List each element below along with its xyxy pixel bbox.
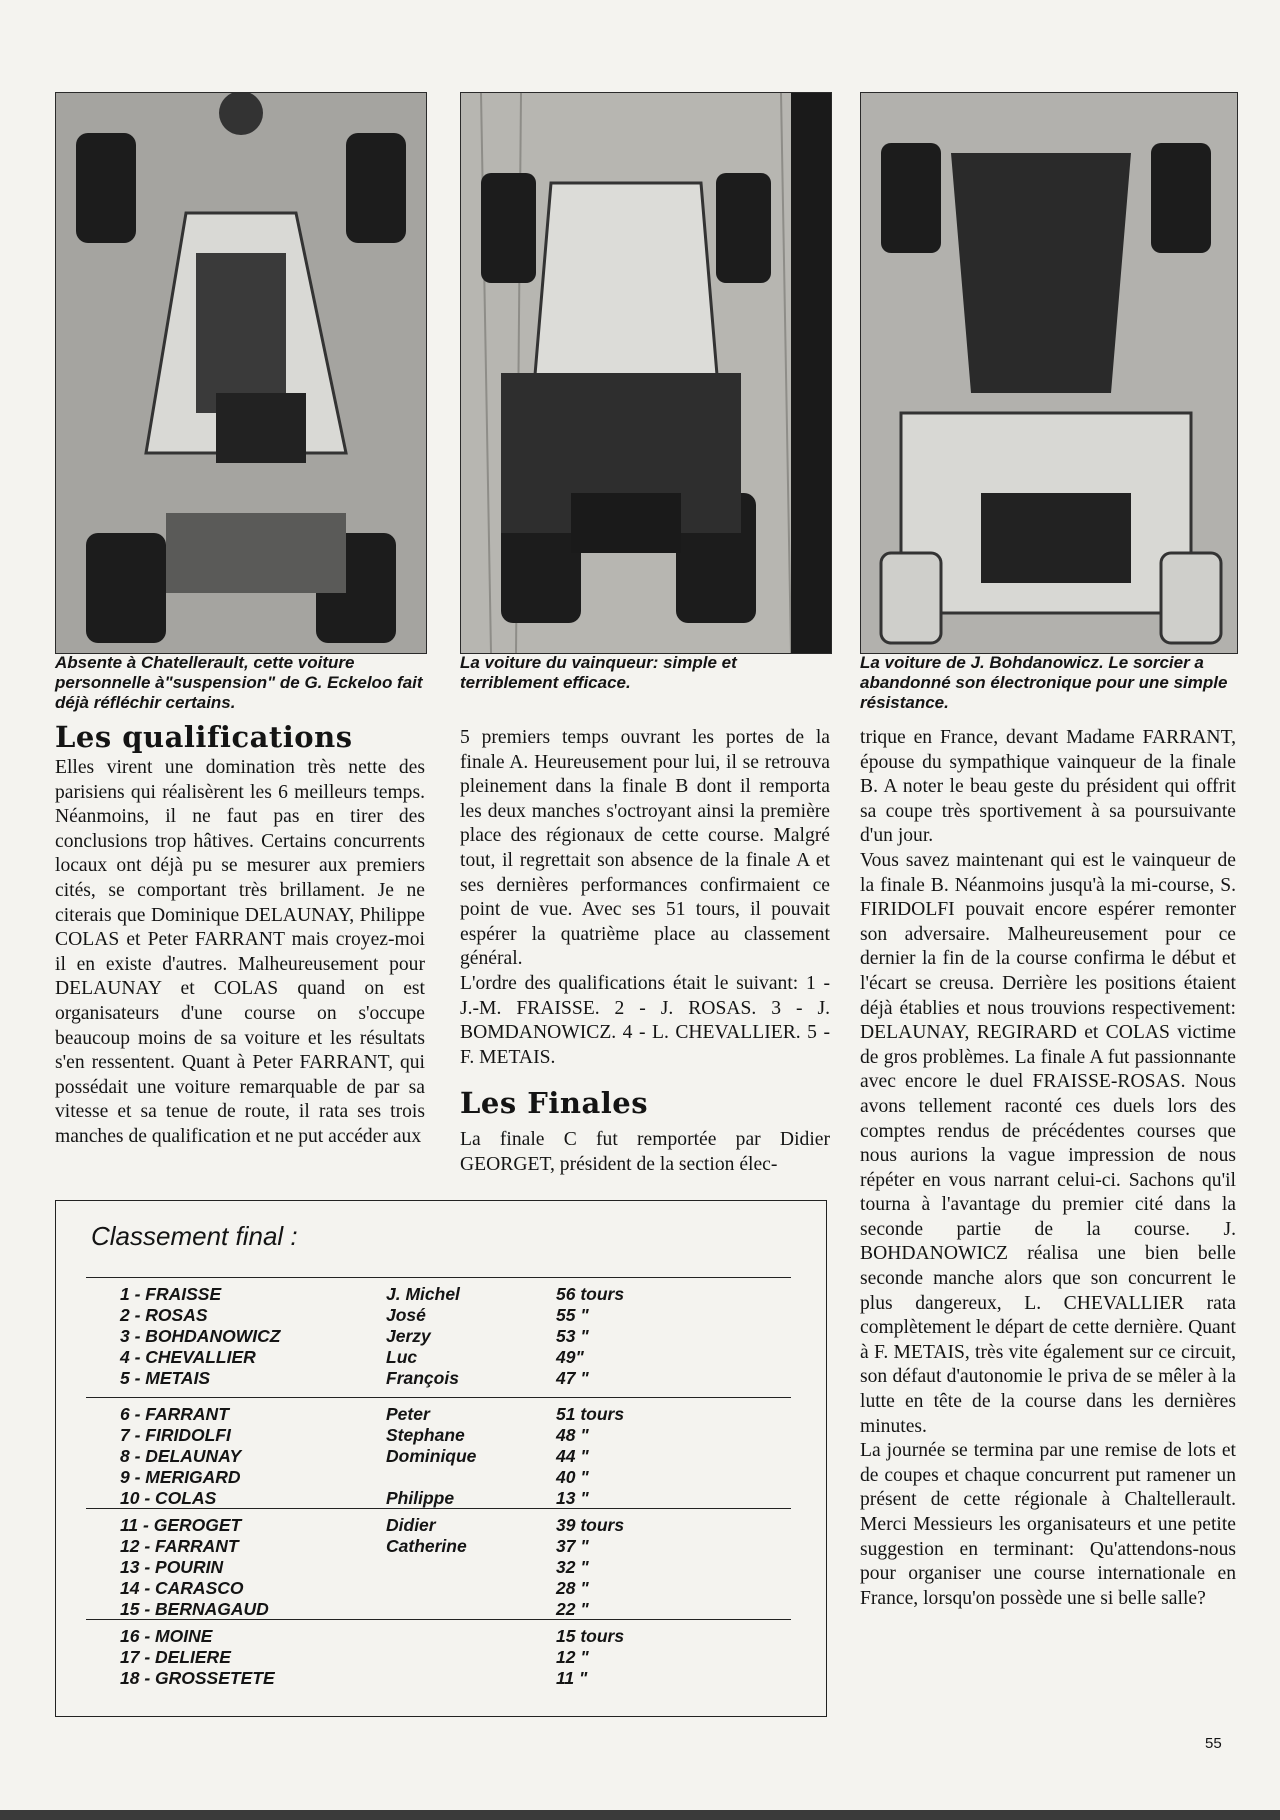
ranking-laps: 51 tours [556,1404,625,1424]
ranking-name: 10 - COLAS [120,1488,217,1508]
ranking-first-name: Philippe [386,1488,455,1508]
ranking-laps: 22 " [556,1599,589,1619]
ranking-row [86,1488,791,1509]
ranking-row [86,1599,791,1620]
ranking-first-name [386,1626,556,1647]
ranking-row [86,1347,791,1368]
column-1-text [55,756,425,1150]
paragraph: L'ordre des qualifications était le suivant: 1 - J.-M. FRAISSE. 2 - J. ROSAS. 3 - J. BOMDANOWICZ. 4 - L. CHEVALLIER. 5 - F. METAIS. [460,972,830,1068]
ranking-name: 2 - ROSAS [120,1305,208,1325]
ranking-row [86,1305,791,1326]
column-2-text [460,726,830,1070]
heading-finales: Les Finales [460,1086,649,1120]
column-2-finales-text [460,1128,830,1177]
ranking-group-3 [86,1508,791,1620]
classement-title: Classement final : [91,1221,298,1251]
ranking-laps: 13 " [556,1488,589,1508]
ranking-first-name [386,1578,556,1599]
paragraph: La finale C fut remportée par Didier GEORGET, président de la section élec- [460,1129,830,1175]
ranking-row [86,1557,791,1578]
ranking-first-name: José [386,1305,426,1325]
photo-caption-1: Absente à Chatellerault, cette voiture personnelle à"suspension" de G. Eckeloo fait déjà réfléchir certains. [55,653,423,712]
ranking-name: 3 - BOHDANOWICZ [120,1326,281,1346]
ranking-name: 9 - MERIGARD [120,1467,241,1487]
photo-winner-car [460,92,832,654]
ranking-laps: 12 " [556,1647,589,1667]
ranking-name: 8 - DELAUNAY [120,1446,242,1466]
ranking-laps: 40 " [556,1467,589,1487]
ranking-first-name [386,1557,556,1578]
ranking-first-name: Jerzy [386,1326,431,1346]
paragraph: La journée se termina par une remise de lots et de coupes et chaque concurrent put ramener un présent de cette régionale à Chaltellerault. Merci Messieurs les organisateurs et une petite suggestion en terminant: Qu'attendons-nous pour organiser une course internationale en France, lorsqu'on possède une si belle salle? [860,1440,1236,1609]
ranking-laps: 56 tours [556,1284,625,1304]
photo-bohdanowicz-car [860,92,1238,654]
ranking-name: 6 - FARRANT [120,1404,229,1424]
page-number: 55 [1205,1735,1222,1752]
photo-caption-2: La voiture du vainqueur: simple et terriblement efficace. [460,653,737,692]
paragraph: trique en France, devant Madame FARRANT, épouse du sympathique vainqueur de la finale B. A noter le beau geste du président qui offrit sa coupe très sportivement à sa poursuivante d'un jour. [860,727,1236,847]
ranking-row [86,1404,791,1425]
ranking-laps: 49" [556,1347,584,1367]
ranking-first-name: Luc [386,1347,418,1367]
ranking-laps: 32 " [556,1557,589,1577]
ranking-row [86,1326,791,1347]
ranking-laps: 47 " [556,1368,589,1388]
ranking-first-name: Stephane [386,1425,465,1445]
ranking-laps: 37 " [556,1536,589,1556]
ranking-laps: 55 " [556,1305,589,1325]
ranking-row [86,1467,791,1488]
column-3-text [860,726,1236,1611]
ranking-laps: 48 " [556,1425,589,1445]
ranking-name: 4 - CHEVALLIER [120,1347,256,1367]
ranking-name: 15 - BERNAGAUD [120,1599,269,1619]
ranking-row [86,1515,791,1536]
ranking-laps: 28 " [556,1578,589,1598]
ranking-name: 7 - FIRIDOLFI [120,1425,231,1445]
ranking-row [86,1647,791,1668]
ranking-first-name: Catherine [386,1536,467,1556]
ranking-row [86,1284,791,1305]
ranking-name: 14 - CARASCO [120,1578,244,1598]
ranking-first-name: Didier [386,1515,436,1535]
ranking-name: 11 - GEROGET [120,1515,242,1535]
ranking-first-name: Peter [386,1404,430,1424]
heading-qualifications: Les qualifications [55,720,353,754]
ranking-name: 18 - GROSSETETE [120,1668,275,1688]
ranking-name: 12 - FARRANT [120,1536,239,1556]
ranking-group-2 [86,1397,791,1509]
ranking-name: 17 - DELIERE [120,1647,231,1667]
ranking-first-name [386,1668,556,1689]
ranking-name: 16 - MOINE [120,1626,213,1646]
paragraph: Vous savez maintenant qui est le vainqueur de la finale B. Néanmoins jusqu'à la mi-course, S. FIRIDOLFI pouvait encore espérer remonter son adversaire. Malheureusement pour ce dernier la fin de la course confirma le début et l'écart se creusa. Derrière les positions étaient déjà établies et nous trouvions respectivement: DELAUNAY, REGIRARD et COLAS victime de gros problèmes. La finale A fut passionnante avec encore le duel FRAISSE-ROSAS. Nous avons tellement raconté ces duels lors des comptes rendus de précédentes courses que nous aurions la vague impression de nous répéter en vous narrant celui-ci. Sachons qu'il tourna à l'avantage du premier cité dans la seconde partie de la course. J. BOHDANOWICZ réalisa une bien belle seconde manche alors que son concurrent le plus dangereux, L. CHEVALLIER rata complètement le départ de cette dernière. Quant à F. METAIS, très vite également sur ce circuit, son défaut d'autonomie le priva de se mêler à la lutte en tête de la course dans les dernières minutes. [860,849,1236,1437]
ranking-laps: 15 tours [556,1626,625,1646]
ranking-row [86,1668,791,1689]
ranking-first-name [386,1647,556,1668]
classement-final-box [55,1200,827,1717]
ranking-row [86,1626,791,1647]
ranking-row [86,1578,791,1599]
ranking-first-name [386,1599,556,1620]
ranking-row [86,1446,791,1467]
scan-border [0,1810,1280,1820]
photo-eckeloo-car [55,92,427,654]
ranking-laps: 11 " [556,1668,588,1688]
ranking-group-4 [86,1619,791,1689]
ranking-laps: 44 " [556,1446,589,1466]
ranking-name: 5 - METAIS [120,1368,211,1388]
ranking-first-name: François [386,1368,459,1388]
paragraph: Elles virent une domination très nette des parisiens qui réalisèrent les 6 meilleurs temps. Néanmoins, il ne faut pas en tirer des conclusions trop hâtives. Certains concurrents locaux ont déjà pu se mesurer aux premiers cités, se comportant très brillament. Je ne citerais que Dominique DELAUNAY, Philippe COLAS et Peter FARRANT mais croyez-moi il en existe d'autres. Malheureusement pour DELAUNAY et COLAS quand on est organisateurs d'une course on s'occupe beaucoup moins de sa voiture et les résultats s'en ressentent. Quant à Peter FARRANT, qui possédait une voiture remarquable de par sa vitesse et sa tenue de route, il rata ses trois manches de qualification et ne put accéder aux [55,757,425,1147]
ranking-row [86,1425,791,1446]
ranking-first-name [386,1467,556,1488]
ranking-group-1 [86,1277,791,1389]
ranking-first-name: J. Michel [386,1284,460,1304]
photo-caption-3: La voiture de J. Bohdanowicz. Le sorcier a abandonné son électronique pour une simple résistance. [860,653,1228,712]
ranking-laps: 53 " [556,1326,589,1346]
ranking-name: 1 - FRAISSE [120,1284,222,1304]
ranking-row [86,1368,791,1389]
ranking-row [86,1536,791,1557]
ranking-first-name: Dominique [386,1446,477,1466]
paragraph: 5 premiers temps ouvrant les portes de la finale A. Heureusement pour lui, il se retrouva pleinement dans la finale B dont il remporta les deux manches s'octroyant ainsi la première place des régionaux de cette course. Malgré tout, il regrettait son absence de la finale A et ses dernières performances confirmaient ce point de vue. Avec ses 51 tours, il pouvait espérer la quatrième place au classement général. [460,727,830,970]
ranking-name: 13 - POURIN [120,1557,224,1577]
ranking-laps: 39 tours [556,1515,625,1535]
